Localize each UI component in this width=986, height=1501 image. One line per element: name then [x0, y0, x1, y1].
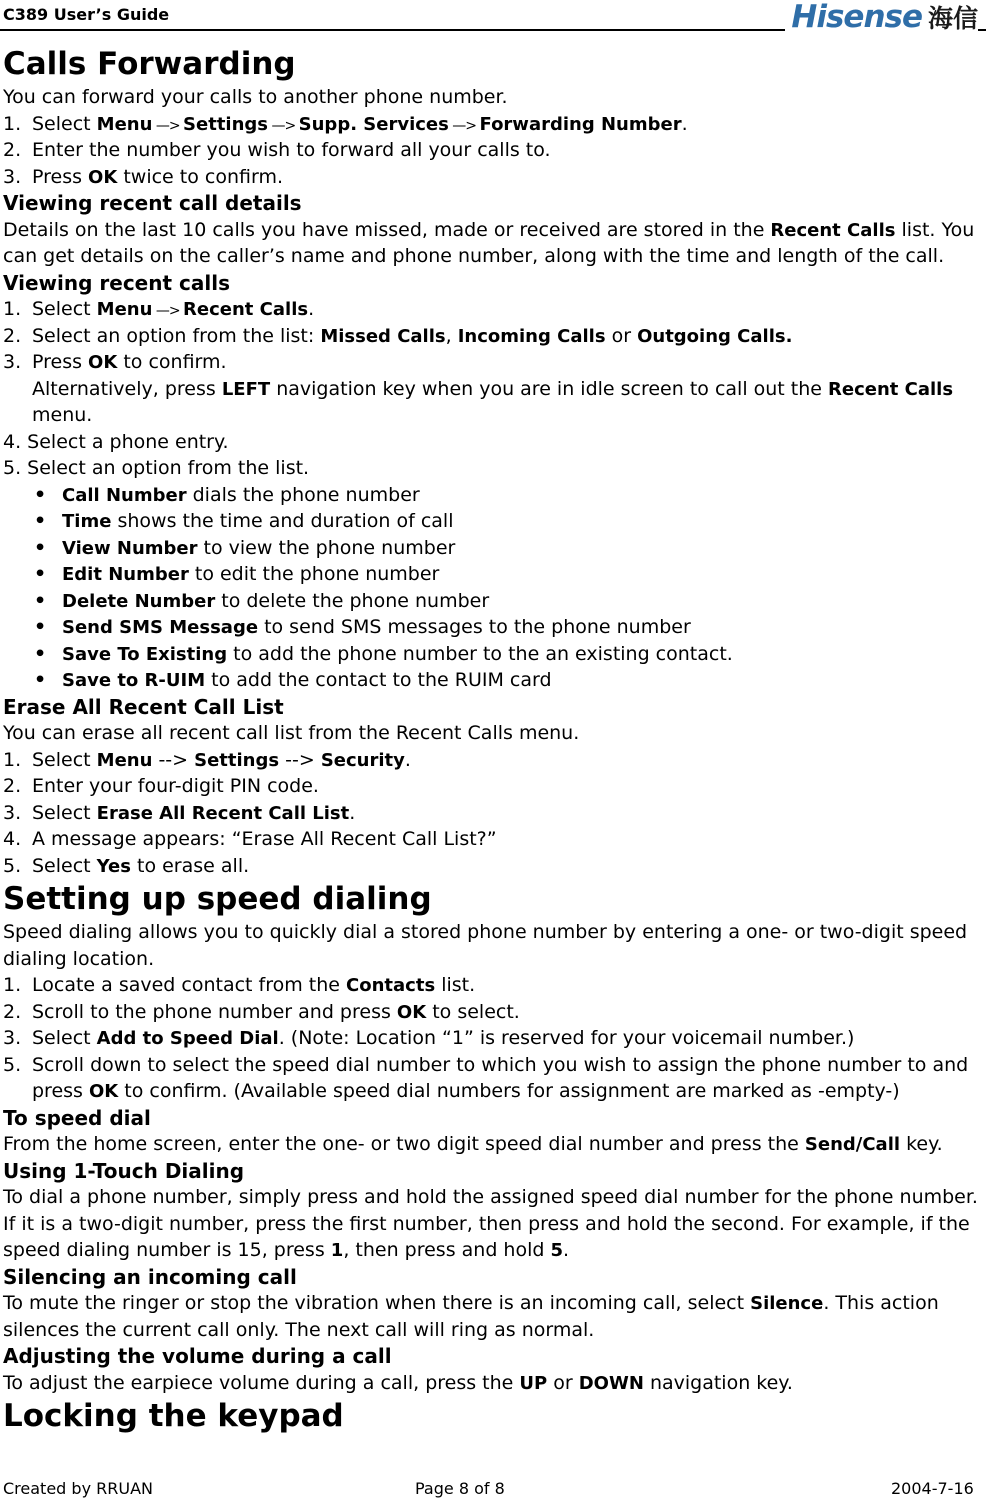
heading-speed-dialing: Setting up speed dialing — [3, 881, 432, 917]
paragraph: You can erase all recent call list from the Recent Calls menu. — [3, 722, 580, 744]
list-item: • Delete Number to delete the phone number — [3, 588, 985, 615]
paragraph: If it is a two-digit number, press the first number, then press and hold the second. For example, if the — [3, 1212, 970, 1235]
heading-one-touch: Using 1-Touch Dialing — [3, 1158, 245, 1183]
logo-chinese: 海信 — [927, 4, 978, 33]
step: 2. Scroll to the phone number and press OK to select. — [3, 1000, 520, 1023]
list-item: • Send SMS Message to send SMS messages to the phone number — [3, 614, 985, 641]
paragraph: Details on the last 10 calls you have missed, made or received are stored in the Recent Calls list. You — [3, 218, 975, 241]
heading-recent-calls: Viewing recent calls — [3, 270, 230, 295]
bullet-icon: • — [34, 589, 47, 612]
bullet-icon: • — [34, 616, 47, 638]
step-note: menu. — [32, 404, 93, 426]
bullet-icon: • — [34, 483, 47, 506]
footer-date: 2004-7-16 — [891, 1479, 974, 1498]
option-list — [3, 482, 985, 694]
paragraph: dialing location. — [3, 947, 155, 970]
bullet-icon: • — [34, 563, 47, 585]
paragraph: can get details on the caller’s name and phone number, along with the time and length of the call. — [3, 245, 945, 267]
paragraph: silences the current call only. The next call will ring as normal. — [3, 1318, 595, 1341]
footer-page-number: Page 8 of 8 — [415, 1479, 505, 1498]
step: 5. Select Yes to erase all. — [3, 854, 250, 877]
paragraph: You can forward your calls to another phone number. — [3, 86, 508, 108]
heading-erase-recent: Erase All Recent Call List — [3, 694, 284, 719]
step: 1. Locate a saved contact from the Contacts list. — [3, 974, 476, 996]
list-item: • Save To Existing to add the phone number to the an existing contact. — [3, 641, 985, 668]
step: 2. Enter your four-digit PIN code. — [3, 775, 319, 797]
step: 3. Select Erase All Recent Call List. — [3, 801, 356, 824]
list-item: • View Number to view the phone number — [3, 535, 985, 562]
page-header — [0, 0, 986, 34]
paragraph: To adjust the earpiece volume during a call, press the UP or DOWN navigation key. — [3, 1371, 793, 1394]
step-continued: press OK to confirm. (Available speed dial numbers for assignment are marked as -empty-) — [32, 1080, 900, 1102]
step: 1. Select Menu --> Settings --> Security. — [3, 748, 411, 771]
page-body — [3, 44, 985, 1436]
heading-silencing: Silencing an incoming call — [3, 1264, 297, 1289]
heading-volume: Adjusting the volume during a call — [3, 1344, 392, 1368]
list-item: • Save to R-UIM to add the contact to the RUIM card — [3, 667, 985, 694]
paragraph: speed dialing number is 15, press 1, then press and hold 5. — [3, 1239, 570, 1261]
step: 1. Select Menu —> Settings —> Supp. Services —> Forwarding Number. — [3, 112, 688, 135]
bullet-icon: • — [34, 642, 47, 665]
step: 4. Select a phone entry. — [3, 430, 229, 453]
heading-locking-keypad: Locking the keypad — [3, 1398, 344, 1434]
paragraph: To mute the ringer or stop the vibration when there is an incoming call, select Silence. This action — [3, 1292, 939, 1314]
step: 2. Enter the number you wish to forward all your calls to. — [3, 139, 551, 161]
step: 1. Select Menu —> Recent Calls. — [3, 298, 315, 320]
step: 2. Select an option from the list: Missed Calls, Incoming Calls or Outgoing Calls. — [3, 324, 793, 347]
step: 3. Select Add to Speed Dial. (Note: Location “1” is reserved for your voicemail number.) — [3, 1027, 855, 1049]
bullet-icon: • — [34, 669, 47, 691]
paragraph: Speed dialing allows you to quickly dial a stored phone number by entering a one- or two-digit speed — [3, 921, 968, 943]
hisense-logo — [785, 0, 978, 34]
logo-wordmark: Hisense — [791, 0, 922, 35]
heading-recent-call-details: Viewing recent call details — [3, 191, 302, 215]
bullet-icon: • — [34, 536, 47, 559]
step: 5. Select an option from the list. — [3, 457, 310, 479]
step: 3. Press OK twice to confirm. — [3, 165, 283, 188]
step-note: Alternatively, press LEFT navigation key when you are in idle screen to call out the Recent Calls — [32, 377, 954, 400]
document-title: C389 User’s Guide — [3, 5, 170, 24]
paragraph: To dial a phone number, simply press and hold the assigned speed dial number for the phone number. — [3, 1186, 978, 1208]
step: 3. Press OK to confirm. — [3, 351, 227, 373]
bullet-icon: • — [34, 510, 47, 532]
list-item: • Call Number dials the phone number — [3, 482, 985, 509]
paragraph: From the home screen, enter the one- or two digit speed dial number and press the Send/Call key. — [3, 1133, 943, 1155]
heading-calls-forwarding: Calls Forwarding — [3, 46, 296, 82]
step: 5. Scroll down to select the speed dial number to which you wish to assign the phone number to and — [3, 1053, 969, 1076]
list-item: • Edit Number to edit the phone number — [3, 561, 985, 588]
list-item: • Time shows the time and duration of call — [3, 508, 985, 535]
heading-to-speed-dial: To speed dial — [3, 1105, 151, 1130]
footer-author: Created by RRUAN — [3, 1479, 153, 1498]
step: 4. A message appears: “Erase All Recent Call List?” — [3, 828, 497, 850]
